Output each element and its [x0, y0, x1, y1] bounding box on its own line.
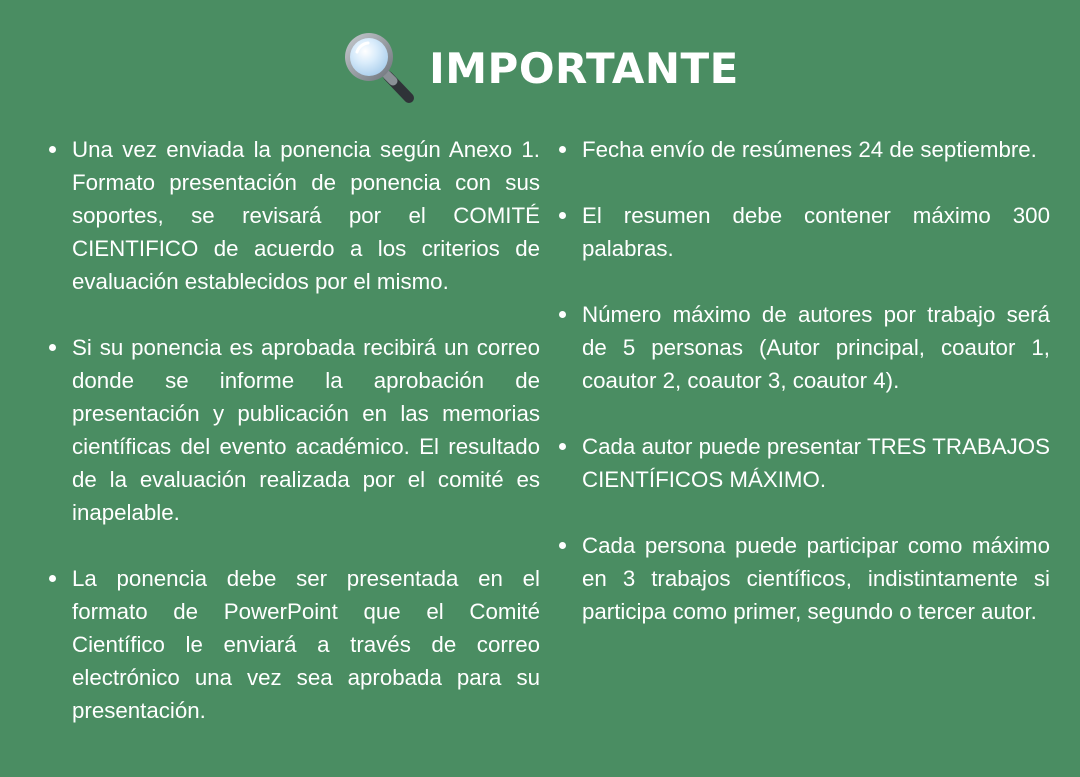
left-column-list: [46, 133, 540, 727]
list-item: Si su ponencia es aprobada recibirá un correo donde se informe la aprobación de presentación y publicación en las memorias científicas del evento académico. El resultado de la evaluación realizada por el comité es inapelable.: [46, 331, 540, 529]
list-item: Fecha envío de resúmenes 24 de septiembre.: [556, 133, 1050, 166]
page-title: IMPORTANTE: [429, 44, 739, 93]
magnifying-glass-icon: [341, 30, 417, 104]
list-item: Número máximo de autores por trabajo será de 5 personas (Autor principal, coautor 1, coautor 2, coautor 3, coautor 4).: [556, 298, 1050, 397]
header: [0, 30, 1080, 104]
list-item: Cada persona puede participar como máximo en 3 trabajos científicos, indistintamente si participa como primer, segundo o tercer autor.: [556, 529, 1050, 628]
right-column-list: [556, 133, 1050, 628]
list-item: La ponencia debe ser presentada en el formato de PowerPoint que el Comité Científico le enviará a través de correo electrónico una vez sea aprobada para su presentación.: [46, 562, 540, 727]
list-item: Una vez enviada la ponencia según Anexo 1. Formato presentación de ponencia con sus soportes, se revisará por el COMITÉ CIENTIFICO de acuerdo a los criterios de evaluación establecidos por el mismo.: [46, 133, 540, 298]
list-item: El resumen debe contener máximo 300 palabras.: [556, 199, 1050, 265]
list-item: Cada autor puede presentar TRES TRABAJOS CIENTÍFICOS MÁXIMO.: [556, 430, 1050, 496]
